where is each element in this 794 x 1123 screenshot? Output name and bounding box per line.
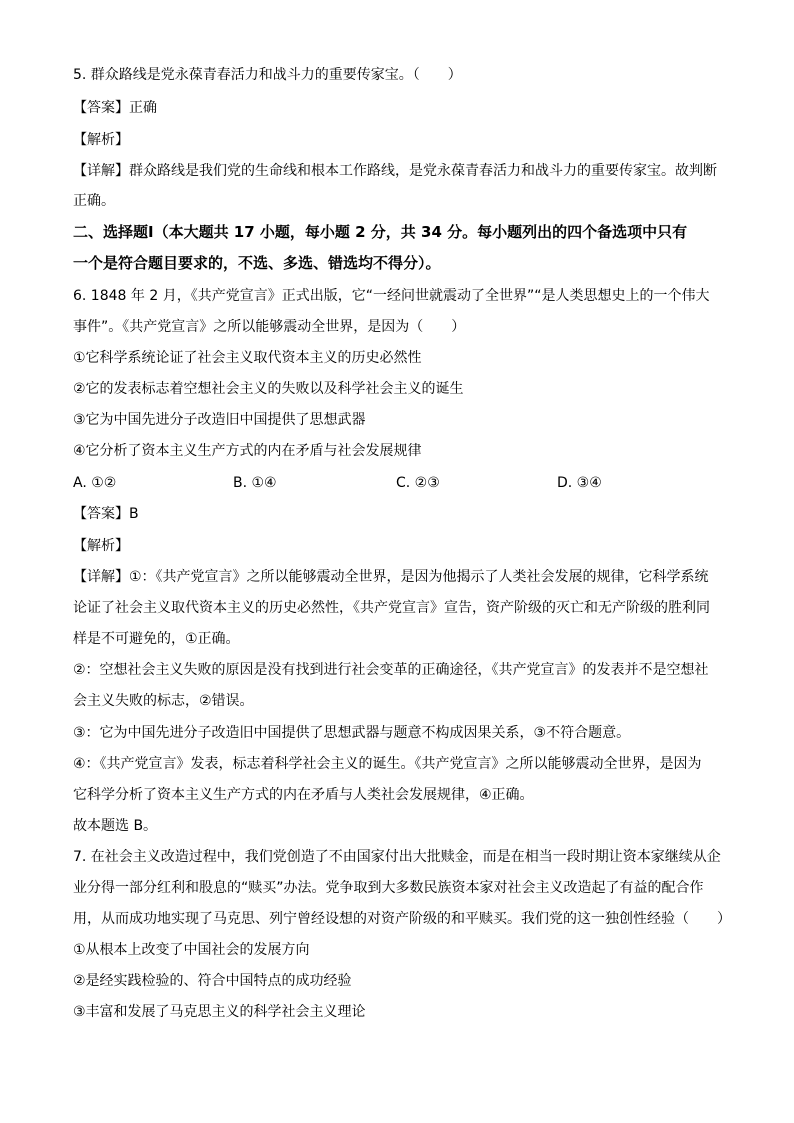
q6-detail-line: 论证了社会主义取代资本主义的历史必然性，《共产党宣言》宣告，资产阶级的灭亡和无产阶级的胜利同 xyxy=(73,600,710,616)
q7-stem-line: 用，从而成功地实现了马克思、列宁曾经设想的对资产阶级的和平赎买。我们党的这一独创性经验（ ） xyxy=(73,911,731,927)
q6-answer: 【答案】B xyxy=(73,506,139,522)
q6-item: ①它科学系统论证了社会主义取代资本主义的历史必然性 xyxy=(73,350,422,366)
q6-option-d: D. ③④ xyxy=(557,475,602,491)
q6-option-b: B. ①④ xyxy=(233,475,277,491)
q6-detail-line: 它科学分析了资本主义生产方式的内在矛盾与人类社会发展规律，④正确。 xyxy=(73,787,534,803)
q6-item: ④它分析了资本主义生产方式的内在矛盾与社会发展规律 xyxy=(73,443,422,459)
section-heading-line: 一个是符合题目要求的，不选、多选、错选均不得分）。 xyxy=(73,254,441,272)
q6-option-a: A. ①② xyxy=(73,475,117,491)
q6-detail-line: 【详解】①：《共产党宣言》之所以能够震动全世界，是因为他揭示了人类社会发展的规律，它科学系统 xyxy=(73,569,709,585)
section-heading-line: 二、选择题Ⅰ（本大题共 17 小题，每小题 2 分，共 34 分。每小题列出的四个备选项中只有 xyxy=(73,223,688,241)
q5-detail-line: 正确。 xyxy=(73,193,115,209)
q7-stem-line: 7. 在社会主义改造过程中，我们党创造了不由国家付出大批赎金，而是在相当一段时期让资本家继续从企 xyxy=(73,849,721,865)
q6-stem-line: 6. 1848 年 2 月，《共产党宣言》正式出版，它“一经问世就震动了全世界”“是人类思想史上的一个伟大 xyxy=(73,288,710,304)
q6-detail-line: 样是不可避免的，①正确。 xyxy=(73,631,240,647)
q6-item: ②它的发表标志着空想社会主义的失败以及科学社会主义的诞生 xyxy=(73,381,464,397)
q6-detail-line: 会主义失败的标志，②错误。 xyxy=(73,693,254,709)
q5-answer: 【答案】正确 xyxy=(73,100,157,116)
q6-option-c: C. ②③ xyxy=(396,475,440,491)
q6-detail-line: ④：《共产党宣言》发表，标志着科学社会主义的诞生。《共产党宣言》之所以能够震动全世界，是因为 xyxy=(73,756,702,772)
q7-item: ②是经实践检验的、符合中国特点的成功经验 xyxy=(73,973,352,989)
q7-item: ①从根本上改变了中国社会的发展方向 xyxy=(73,942,310,958)
q5-analysis-label: 【解析】 xyxy=(73,132,129,148)
q6-analysis-label: 【解析】 xyxy=(73,538,129,554)
q5-detail-line: 【详解】群众路线是我们党的生命线和根本工作路线，是党永葆青春活力和战斗力的重要传家宝。故判断 xyxy=(73,163,717,179)
q5-stem: 5. 群众路线是党永葆青春活力和战斗力的重要传家宝。（ ） xyxy=(73,67,462,83)
q6-detail-line: ②：空想社会主义失败的原因是没有找到进行社会变革的正确途径，《共产党宣言》的发表并不是空想社 xyxy=(73,662,709,678)
q6-detail-line: ③：它为中国先进分子改造旧中国提供了思想武器与题意不构成因果关系，③不符合题意。 xyxy=(73,725,631,741)
q7-item: ③丰富和发展了马克思主义的科学社会主义理论 xyxy=(73,1004,366,1020)
q6-stem-line: 事件”。《共产党宣言》之所以能够震动全世界，是因为（ ） xyxy=(73,319,466,335)
q7-stem-line: 业分得一部分红利和股息的“赎买”办法。党争取到大多数民族资本家对社会主义改造起了有益的配合作 xyxy=(73,880,704,896)
q6-detail-line: 故本题选 B。 xyxy=(73,818,158,834)
q6-item: ③它为中国先进分子改造旧中国提供了思想武器 xyxy=(73,412,366,428)
